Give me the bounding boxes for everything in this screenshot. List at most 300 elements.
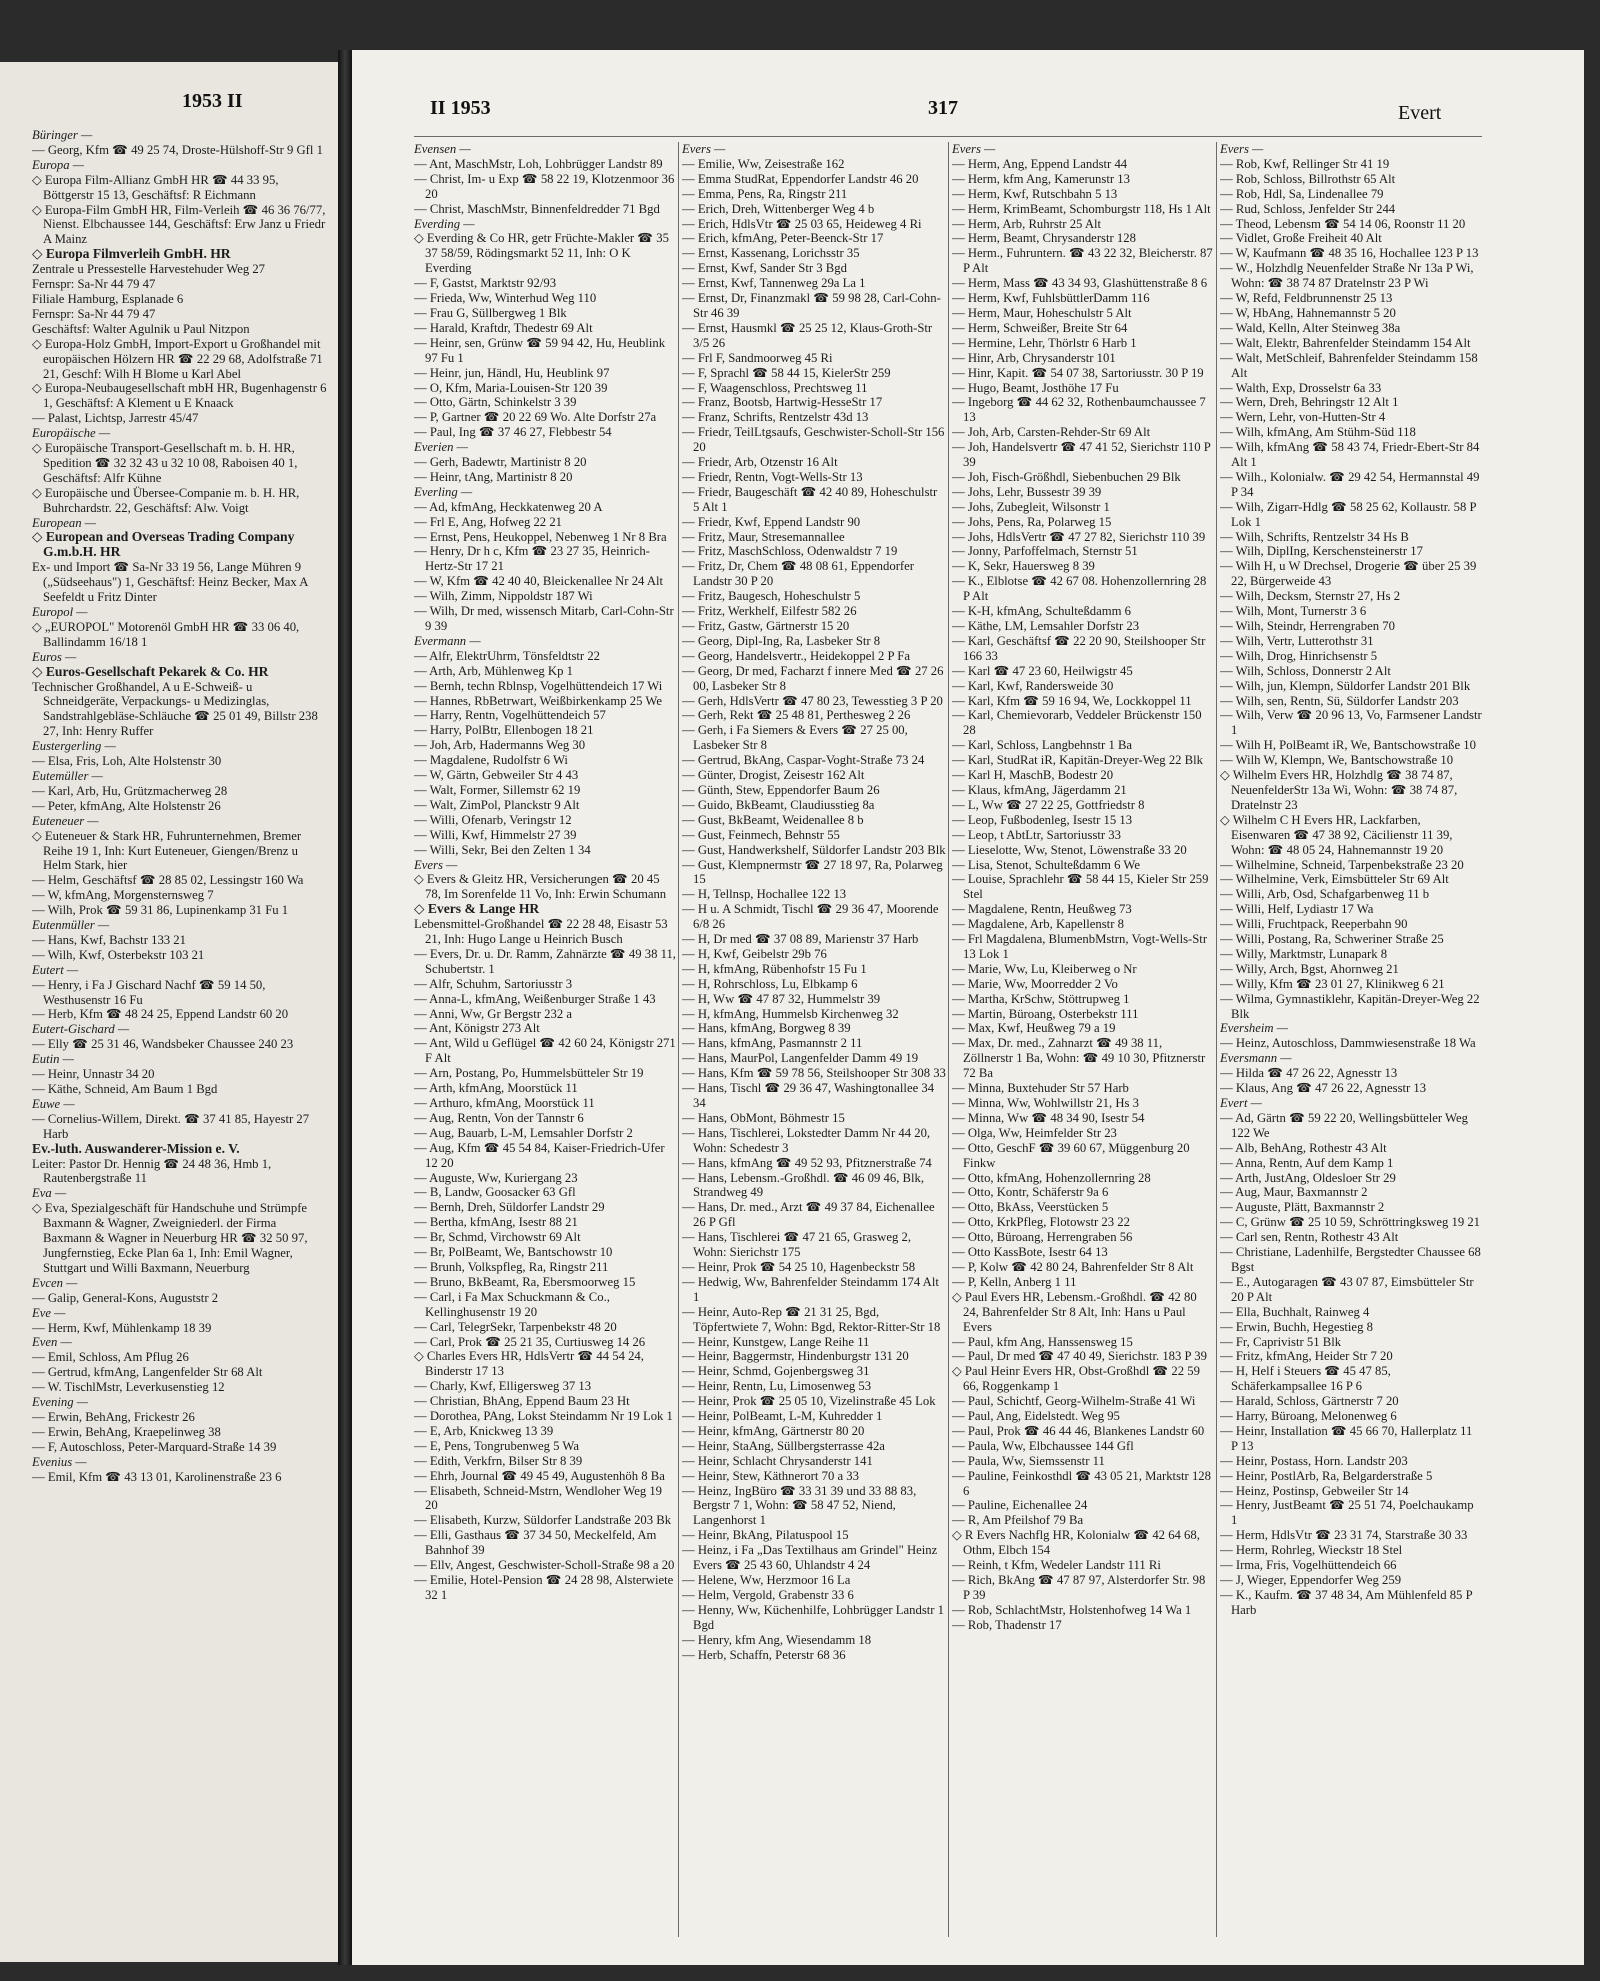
directory-entry: — Karl, Arb, Hu, Grützmacherweg 28 — [32, 783, 228, 798]
directory-entry: — Heinr, Installation ☎ 45 66 70, Hallerplatz 11 P 13 — [1220, 1423, 1473, 1453]
directory-entry: — Bruno, BkBeamt, Ra, Ebersmoorweg 15 — [414, 1274, 636, 1289]
directory-entry: Eutemüller — — [32, 768, 103, 783]
directory-entry: — W, Kfm ☎ 42 40 40, Bleickenallee Nr 24 Alt — [414, 574, 664, 589]
directory-entry: — Walt, ZimPol, Planckstr 9 Alt — [414, 797, 580, 812]
directory-entry: Evert — — [1220, 1096, 1262, 1110]
directory-entry: — Helm, Vergold, Grabenstr 33 6 — [682, 1587, 854, 1602]
directory-entry: — Minna, Buxtehuder Str 57 Harb — [952, 1081, 1129, 1096]
directory-entry: ◇ Europa Film-Allianz GmbH HR ☎ 44 33 95, Böttgerstr 15 13, Geschäftsf: R Eichmann — [32, 172, 279, 202]
directory-entry: Filiale Hamburg, Esplanade 6 — [32, 291, 184, 306]
directory-entry: — Anna-L, kfmAng, Weißenburger Straße 1 43 — [414, 991, 656, 1006]
directory-entry: — Auguste, Plätt, Baxmannstr 2 — [1220, 1200, 1385, 1215]
directory-entry: — Wilh, Drog, Hinrichsenstr 5 — [1220, 648, 1378, 663]
directory-entry: — Cornelius-Willem, Direkt. ☎ 37 41 85, Hayestr 27 Harb — [32, 1111, 310, 1141]
directory-entry: — Käthe, LM, Lemsahler Dorfstr 23 — [952, 619, 1140, 633]
directory-entry: — Paul, kfm Ang, Hanssensweg 15 — [952, 1334, 1133, 1349]
directory-entry: — Rob, Hdl, Sa, Lindenallee 79 — [1220, 186, 1384, 201]
directory-entry: — Fritz, Maur, Stresemannallee — [682, 529, 845, 544]
directory-entry: — Hilda ☎ 47 26 22, Agnesstr 13 — [1220, 1066, 1398, 1081]
directory-entry: — Heinr, BkAng, Pilatuspool 15 — [682, 1528, 849, 1543]
directory-entry: — Harald, Schloss, Gärtnerstr 7 20 — [1220, 1394, 1399, 1409]
directory-entry: — K, Sekr, Hauersweg 8 39 — [952, 559, 1095, 574]
directory-entry: Eutenmüller — — [32, 918, 110, 933]
directory-entry: — Ernst, Pens, Heukoppel, Nebenweg 1 Nr 8 Bra — [414, 529, 667, 544]
directory-entry: — Harry, Büroang, Melonenweg 6 — [1220, 1409, 1397, 1424]
directory-entry: — Joh, Fisch-Größhdl, Siebenbuchen 29 Blk — [952, 469, 1181, 484]
directory-entry: — Brunh, Volkspfleg, Ra, Ringstr 211 — [414, 1259, 609, 1274]
directory-entry: Europol — — [32, 605, 88, 619]
directory-entry: — Rud, Schloss, Jenfelder Str 244 — [1220, 201, 1396, 216]
directory-entry: — Otto, kfmAng, Hohenzollernring 28 — [952, 1170, 1151, 1185]
directory-entry: — Harry, PolBtr, Ellenbogen 18 21 — [414, 723, 594, 738]
directory-entry: — Günth, Stew, Eppendorfer Baum 26 — [682, 782, 880, 797]
directory-entry: ◇ Europäische und Übersee-Companie m. b. H. HR, Buhrchardstr. 22, Geschäftsf: Alw. Voigt — [32, 485, 300, 515]
directory-entry: Fernspr: Sa-Nr 44 79 47 — [32, 306, 156, 321]
right-running-head-right: Evert — [1398, 102, 1442, 124]
directory-entry: — Wilh, Schrifts, Rentzelstr 34 Hs B — [1220, 529, 1409, 544]
directory-entry: Eva — — [32, 1186, 67, 1201]
directory-entry: — Günter, Drogist, Zeisestr 162 Alt — [682, 768, 865, 783]
directory-entry: — Hugo, Beamt, Josthöhe 17 Fu — [952, 380, 1119, 395]
directory-entry: — Carl, TelegrSekr, Tarpenbekstr 48 20 — [414, 1319, 617, 1334]
directory-entry: — Heinr, PostlArb, Ra, Belgarderstraße 5 — [1220, 1468, 1433, 1483]
directory-entry: — Heinz, IngBüro ☎ 33 31 39 und 33 88 83, Bergstr 7 1, Wohn: ☎ 58 47 52, Niend, Langenhorst 1 — [682, 1483, 917, 1528]
directory-entry: — Martha, KrSchw, Stöttrupweg 1 — [952, 991, 1130, 1006]
directory-entry: — W, HbAng, Hahnemannstr 5 20 — [1220, 305, 1396, 320]
directory-entry: — C, Grünw ☎ 25 10 59, Schröttringksweg 19 21 — [1220, 1215, 1481, 1230]
directory-entry: — Johs, Lehr, Bussestr 39 39 — [952, 484, 1102, 499]
directory-entry: — Magdalene, Rudolfstr 6 Wi — [414, 753, 568, 768]
directory-entry: — Joh, Handelsvertr ☎ 47 41 52, Sierichstr 110 P 39 — [952, 440, 1211, 470]
directory-entry: — Louise, Sprachlehr ☎ 58 44 15, Kieler Str 259 Stel — [952, 872, 1209, 902]
directory-entry: — Frl E, Ang, Hofweg 22 21 — [414, 514, 563, 529]
directory-entry: — Herm, Kwf, Mühlenkamp 18 39 — [32, 1320, 212, 1335]
directory-entry: ◇ Wilhelm C H Evers HR, Lackfarben, Eisenwaren ☎ 47 38 92, Cäcilienstr 11 39, Wohn: ☎ 48 05 24, Hahnemannstr 19 20 — [1220, 812, 1453, 857]
directory-entry: — Paul, Ing ☎ 37 46 27, Flebbestr 54 — [414, 425, 612, 440]
directory-entry: — Magdalene, Rentn, Heußweg 73 — [952, 902, 1132, 917]
directory-entry: — Wilh, Zimm, Nippoldstr 187 Wi — [414, 589, 593, 604]
directory-entry: — Herm, Maur, Hoheschulstr 5 Alt — [952, 305, 1132, 320]
directory-entry: Zentrale u Pressestelle Harvestehuder Weg 27 — [32, 262, 266, 277]
directory-entry: — Heinr, Stew, Käthnerort 70 a 33 — [682, 1468, 859, 1483]
directory-entry: — Christ, MaschMstr, Binnenfeldredder 71 Bgd — [414, 201, 660, 216]
directory-entry: — Arth, JustAng, Oldesloer Str 29 — [1220, 1170, 1396, 1185]
directory-column-4 — [1220, 142, 1482, 1952]
directory-entry: — Ehrh, Journal ☎ 49 45 49, Augustenhöh 8 Ba — [414, 1468, 665, 1483]
directory-entry: — Wern, Lehr, von-Hutten-Str 4 — [1220, 410, 1386, 425]
directory-entry: — Peter, kfmAng, Alte Holstenstr 26 — [32, 798, 221, 813]
directory-entry: — Otto KassBote, Isestr 64 13 — [952, 1245, 1108, 1260]
directory-entry: — Reinh, t Kfm, Wedeler Landstr 111 Ri — [952, 1558, 1161, 1573]
directory-entry: — H, Helf i Steuers ☎ 45 47 85, Schäferkampsallee 16 P 6 — [1220, 1364, 1391, 1394]
directory-entry: — Herm, Beamt, Chrysanderstr 128 — [952, 231, 1136, 246]
directory-entry: — Friedr, TeilLtgsaufs, Geschwister-Scholl-Str 156 20 — [682, 425, 945, 455]
directory-entry: — E, Pens, Tongrubenweg 5 Wa — [414, 1438, 580, 1453]
directory-entry: Even — — [32, 1335, 72, 1350]
directory-entry: — Anni, Ww, Gr Bergstr 232 a — [414, 1006, 572, 1021]
column-rule-1 — [678, 142, 679, 1937]
directory-entry: — Friedr, Rentn, Vogt-Wells-Str 13 — [682, 469, 863, 484]
directory-entry: — R, Am Pfeilshof 79 Ba — [952, 1513, 1084, 1528]
directory-entry: — Vidlet, Große Freiheit 40 Alt — [1220, 231, 1382, 246]
directory-entry: — Georg, Dr med, Facharzt f innere Med ☎ 27 26 00, Lasbeker Str 8 — [682, 663, 944, 693]
directory-entry: — E, Arb, Knickweg 13 39 — [414, 1423, 554, 1438]
directory-entry: — Pauline, Eichenallee 24 — [952, 1498, 1088, 1513]
directory-entry: Ev.-luth. Auswanderer-Mission e. V. — [32, 1141, 240, 1156]
directory-entry: — Christian, BhAng, Eppend Baum 23 Ht — [414, 1394, 630, 1409]
directory-entry: — Hans, ObMont, Böhmestr 15 — [682, 1110, 845, 1125]
directory-entry: ◇ Wilhelm Evers HR, Holzhdlg ☎ 38 74 87, NeuenfelderStr 13a Wi, Wohn: ☎ 38 74 87, Dratelnstr 23 — [1220, 768, 1458, 812]
directory-entry: — Karl ☎ 47 23 60, Heilwigstr 45 — [952, 663, 1133, 678]
directory-entry: Evensen — — [414, 142, 471, 156]
directory-entry: — Klaus, Ang ☎ 47 26 22, Agnesstr 13 — [1220, 1081, 1427, 1096]
directory-entry: — Rob, SchlachtMstr, Holstenhofweg 14 Wa 1 — [952, 1602, 1192, 1617]
directory-entry: — Gertrud, kfmAng, Langenfelder Str 68 Alt — [32, 1365, 263, 1380]
directory-entry: — Georg, Dipl-Ing, Ra, Lasbeker Str 8 — [682, 633, 881, 648]
directory-entry: — W, kfmAng, Morgensternsweg 7 — [32, 888, 214, 903]
directory-entry: — Otto, Kontr, Schäferstr 9a 6 — [952, 1185, 1109, 1200]
directory-entry: — Br, Schmd, Virchowstr 69 Alt — [414, 1230, 581, 1245]
directory-entry: — H, Ww ☎ 47 87 32, Hummelstr 39 — [682, 991, 881, 1006]
directory-entry: — Leop, Fußbodenleg, Isestr 15 13 — [952, 812, 1133, 827]
directory-entry: — Br, PolBeamt, We, Bantschowstr 10 — [414, 1245, 613, 1260]
directory-entry: — Leop, t AbtLtr, Sartoriusstr 33 — [952, 827, 1121, 842]
directory-entry: — Pauline, Feinkosthdl ☎ 43 05 21, Marktstr 128 6 — [952, 1468, 1211, 1498]
directory-entry: — Christ, Im- u Exp ☎ 58 22 19, Klotzenmoor 36 20 — [414, 171, 675, 201]
directory-entry: — Herm, Mass ☎ 43 34 93, Glashüttenstraße 8 6 — [952, 276, 1208, 291]
directory-entry: ◇ Everding & Co HR, getr Früchte-Makler ☎ 35 37 58/59, Rödingsmarkt 52 11, Inh: O K Everding — [414, 231, 669, 276]
directory-entry: — Alfr, Schuhm, Sartoriusstr 3 — [414, 976, 573, 991]
directory-entry: — Käthe, Schneid, Am Baum 1 Bgd — [32, 1082, 218, 1096]
directory-entry: — Ad, Gärtn ☎ 59 22 20, Wellingsbütteler Weg 122 We — [1220, 1110, 1468, 1140]
directory-entry: — B, Landw, Goosacker 63 Gfl — [414, 1185, 576, 1200]
directory-entry: — Heinz, Postinsp, Gebweiler Str 14 — [1220, 1483, 1409, 1498]
directory-entry: — Paula, Ww, Siemssenstr 11 — [952, 1453, 1105, 1468]
directory-entry: — Otto, KrkPfleg, Flotowstr 23 22 — [952, 1215, 1130, 1230]
directory-entry: — Hans, Tischl ☎ 29 36 47, Washingtonallee 34 34 — [682, 1081, 935, 1110]
directory-entry: Leiter: Pastor Dr. Hennig ☎ 24 48 36, Hmb 1, Rautenbergstraße 11 — [32, 1156, 272, 1186]
directory-entry: Europäische — — [32, 426, 111, 441]
directory-entry: — Wilh, Dr med, wissensch Mitarb, Carl-Cohn-Str 9 39 — [414, 604, 674, 633]
directory-entry: — Wilh, Schloss, Donnerstr 2 Alt — [1220, 663, 1391, 678]
directory-entry: ◇ European and Overseas Trading Company G.m.b.H. HR — [32, 530, 295, 560]
directory-entry: — Ant, Wild u Geflügel ☎ 42 60 24, Königstr 271 F Alt — [414, 1036, 676, 1066]
directory-entry: — O, Kfm, Maria-Louisen-Str 120 39 — [414, 380, 608, 395]
header-rule — [414, 136, 1482, 137]
directory-entry: — Friedr, Kwf, Eppend Landstr 90 — [682, 514, 861, 529]
directory-column-3 — [952, 142, 1214, 1952]
directory-entry: — Emil, Kfm ☎ 43 13 01, Karolinenstraße 23 6 — [32, 1469, 282, 1484]
directory-entry: — F, Gastst, Marktstr 92/93 — [414, 276, 557, 291]
directory-entry: — Frieda, Ww, Winterhud Weg 110 — [414, 291, 597, 306]
directory-entry: — Edith, Verkfrn, Bilser Str 8 39 — [414, 1453, 583, 1468]
directory-entry: — Emma StudRat, Eppendorfer Landstr 46 20 — [682, 171, 919, 186]
directory-entry: — Fritz, Dr, Chem ☎ 48 08 61, Eppendorfer Landstr 30 P 20 — [682, 559, 914, 589]
right-running-head-left: II 1953 — [430, 97, 491, 119]
directory-entry: — Wilh, Decksm, Sternstr 27, Hs 2 — [1220, 589, 1401, 604]
directory-entry: — Heinr, jun, Händl, Hu, Heublink 97 — [414, 365, 610, 380]
page-number: 317 — [928, 97, 958, 119]
directory-entry: — Harry, Rentn, Vogelhüttendeich 57 — [414, 708, 606, 723]
directory-entry: Evers — — [1220, 142, 1264, 156]
directory-entry: — Rich, BkAng ☎ 47 87 97, Alsterdorfer Str. 98 P 39 — [952, 1573, 1206, 1602]
directory-entry: — Ant, MaschMstr, Loh, Lohbrügger Landstr 89 — [414, 156, 663, 171]
directory-entry: Everling — — [414, 484, 473, 499]
directory-entry: — Johs, HdlsVertr ☎ 47 27 82, Sierichstr 110 39 — [952, 529, 1206, 544]
directory-entry: — Heinr, StaAng, Süllbergsterrasse 42a — [682, 1438, 885, 1453]
directory-entry: — Ernst, Hausmkl ☎ 25 25 12, Klaus-Groth-Str 3/5 26 — [682, 320, 933, 350]
directory-entry: — Palast, Lichtsp, Jarrestr 45/47 — [32, 411, 199, 426]
directory-entry: Eustergerling — — [32, 739, 116, 754]
directory-entry: — Hans, Tischlerei ☎ 47 21 65, Grasweg 2, Wohn: Sierichstr 175 — [682, 1230, 912, 1260]
directory-entry: — H, Rohrschloss, Lu, Elbkamp 6 — [682, 976, 858, 991]
directory-entry: — Aug, Maur, Baxmannstr 2 — [1220, 1185, 1368, 1200]
directory-entry: — Gust, Feinmech, Behnstr 55 — [682, 827, 840, 842]
directory-entry: — Ad, kfmAng, Heckkatenweg 20 A — [414, 499, 603, 514]
directory-entry: — Otto, GeschF ☎ 39 60 67, Müggenburg 20 Finkw — [952, 1140, 1190, 1170]
directory-entry: — Herm, Rohrleg, Wieckstr 18 Stel — [1220, 1543, 1403, 1558]
directory-entry: — Herm, Kwf, Rutschbahn 5 13 — [952, 186, 1118, 201]
directory-entry: ◇ Paul Evers HR, Lebensm.-Großhdl. ☎ 42 80 24, Bahrenfelder Str 8 Alt, Inh: Hans u Paul Evers — [952, 1289, 1197, 1334]
directory-entry: — Fritz, Baugesch, Hoheschulstr 5 — [682, 589, 861, 604]
directory-entry: — Henny, Ww, Küchenhilfe, Lohbrügger Landstr 1 Bgd — [682, 1602, 945, 1632]
directory-entry: — Hans, Dr. med., Arzt ☎ 49 37 84, Eichenallee 26 P Gfl — [682, 1200, 935, 1230]
directory-entry: Europa — — [32, 157, 85, 172]
directory-entry: — Alfr, ElektrUhrm, Tönsfeldtstr 22 — [414, 648, 601, 663]
directory-entry: — Aug, Bauarb, L-M, Lemsahler Dorfstr 2 — [414, 1125, 633, 1140]
directory-entry: — Heinz, Autoschloss, Dammwiesenstraße 18 Wa — [1220, 1036, 1476, 1051]
directory-entry: — Bernh, Dreh, Süldorfer Landstr 29 — [414, 1200, 605, 1215]
directory-entry: — H, Kwf, Geibelstr 29b 76 — [682, 946, 827, 961]
directory-entry: — Martin, Büroang, Osterbekstr 111 — [952, 1006, 1139, 1021]
directory-entry: — Wilh., Kolonialw. ☎ 29 42 54, Hermannstal 49 P 34 — [1220, 469, 1480, 499]
directory-entry: — Galip, General-Kons, Auguststr 2 — [32, 1290, 219, 1305]
directory-entry: — W, Kaufmann ☎ 48 35 16, Hochallee 123 P 13 — [1220, 246, 1479, 261]
directory-entry: ◇ Eva, Spezialgeschäft für Handschuhe und Strümpfe Baxmann & Wagner, Zweigniederl. der Firma Baxmann & Wagner in Neuerburg HR ☎ 32 50 97, Jungfernstieg, Ecke Plan 6a 1, Inh: Emil Wagner, Stuttgart und Willi Baxmann, Neuerburg — [32, 1201, 308, 1275]
directory-entry: — Erich, Dreh, Wittenberger Weg 4 b — [682, 201, 875, 216]
directory-entry: Fernspr: Sa-Nr 44 79 47 — [32, 277, 156, 292]
directory-entry: — P, Kolw ☎ 42 80 24, Bahrenfelder Str 8 Alt — [952, 1259, 1194, 1274]
directory-entry: — Max, Dr. med., Zahnarzt ☎ 49 38 11, Zöllnerstr 1 Ba, Wohn: ☎ 49 10 30, Pfitznerstr 72 Ba — [952, 1036, 1206, 1081]
book-gutter — [338, 50, 352, 1965]
directory-entry: — Anna, Rentn, Auf dem Kamp 1 — [1220, 1155, 1394, 1170]
directory-entry: Geschäftsf: Walter Agulnik u Paul Nitzpon — [32, 321, 250, 336]
directory-entry: — Ingeborg ☎ 44 62 32, Rothenbaumchaussee 7 13 — [952, 395, 1206, 425]
directory-entry: — Wilhelmine, Schneid, Tarpenbekstraße 23 20 — [1220, 857, 1464, 872]
directory-entry: — Ant, Königstr 273 Alt — [414, 1021, 540, 1036]
directory-entry: ◇ Europa-Neubaugesellschaft mbH HR, Bugenhagenstr 6 1, Geschäftsf: A Klement u E Knaack — [32, 381, 327, 411]
directory-entry: — Erwin, BehAng, Kraepelinweg 38 — [32, 1424, 221, 1439]
directory-entry: — Walt, Elektr, Bahrenfelder Steindamm 154 Alt — [1220, 335, 1471, 350]
directory-entry: — E., Autogaragen ☎ 43 07 87, Eimsbütteler Str 20 P Alt — [1220, 1274, 1474, 1304]
directory-entry: — Bertha, kfmAng, Isestr 88 21 — [414, 1215, 578, 1230]
directory-entry: — Carl, Prok ☎ 25 21 35, Curtiusweg 14 26 — [414, 1334, 646, 1349]
directory-entry: — Wilh, kfmAng ☎ 58 43 74, Friedr-Ebert-Str 84 Alt 1 — [1220, 440, 1480, 470]
directory-entry: ◇ Europäische Transport-Gesellschaft m. b. H. HR, Spedition ☎ 32 32 43 u 32 10 08, Raboisen 40 1, Geschäftsf: Alfr Kühne — [32, 441, 298, 485]
directory-entry: — Wilh, kfmAng, Am Stühm-Süd 118 — [1220, 425, 1416, 440]
directory-entry: ◇ Charles Evers HR, HdlsVertr ☎ 44 54 24, Binderstr 17 13 — [414, 1349, 644, 1379]
directory-column-2 — [682, 142, 946, 1952]
directory-entry: — Evers, Dr. u. Dr. Ramm, Zahnärzte ☎ 49 38 11, Schubertstr. 1 — [414, 946, 676, 976]
directory-entry: — Elisabeth, Kurzw, Süldorfer Landstraße 203 Bk — [414, 1513, 672, 1528]
directory-entry: — Willi, Fruchtpack, Reeperbahn 90 — [1220, 917, 1408, 932]
directory-entry: — Erwin, BehAng, Frickestr 26 — [32, 1409, 195, 1424]
directory-entry: ◇ Evers & Lange HR — [414, 902, 540, 917]
directory-entry: — Fritz, kfmAng, Heider Str 7 20 — [1220, 1349, 1393, 1364]
directory-entry: — H, kfmAng, Rübenhofstr 15 Fu 1 — [682, 961, 867, 976]
directory-entry: — Minna, Ww ☎ 48 34 90, Isestr 54 — [952, 1110, 1145, 1125]
directory-entry: — Heinr, Rentn, Lu, Limosenweg 53 — [682, 1379, 872, 1394]
directory-entry: — Herb, Schaffn, Peterstr 68 36 — [682, 1647, 846, 1662]
directory-entry: — Johs, Zubegleit, Wilsonstr 1 — [952, 499, 1110, 514]
directory-entry: — Henry, Dr h c, Kfm ☎ 23 27 35, Heinrich-Hertz-Str 17 21 — [414, 544, 650, 574]
directory-entry: — Jonny, Parfoffelmach, Sternstr 51 — [952, 544, 1138, 559]
directory-entry: — P, Kelln, Anberg 1 11 — [952, 1274, 1077, 1289]
directory-entry: — Arn, Postang, Po, Hummelsbütteler Str 19 — [414, 1066, 644, 1081]
directory-entry: — Willi, Kwf, Himmelstr 27 39 — [414, 827, 577, 842]
directory-entry: — Frl Magdalena, BlumenbMstrn, Vogt-Wells-Str 13 Lok 1 — [952, 932, 1208, 961]
directory-entry: — Marie, Ww, Lu, Kleiberweg o Nr — [952, 961, 1137, 976]
directory-entry: ◇ Europa-Holz GmbH, Import-Export u Großhandel mit europäischen Hölzern HR ☎ 22 29 68, Adolfstraße 71 21, Geschf: Wilh H Blome u Karl Abel — [32, 336, 323, 381]
directory-entry: ◇ Euros-Gesellschaft Pekarek & Co. HR — [32, 664, 269, 679]
directory-entry: — H u. A Schmidt, Tischl ☎ 29 36 47, Moorende 6/8 26 — [682, 902, 939, 932]
directory-entry: — Wilh, sen, Rentn, Sü, Süldorfer Landstr 203 — [1220, 693, 1459, 708]
directory-entry: Evers — — [414, 857, 458, 872]
directory-entry: — Gust, Klempnermstr ☎ 27 18 97, Ra, Polarweg 15 — [682, 857, 943, 887]
directory-entry: — Paul, Prok ☎ 46 44 46, Blankenes Landstr 60 — [952, 1423, 1205, 1438]
directory-entry: — Rob, Thadenstr 17 — [952, 1617, 1062, 1632]
directory-entry: Everding — — [414, 216, 475, 231]
directory-entry: — Frl F, Sandmoorweg 45 Ri — [682, 350, 833, 365]
directory-entry: — Hans, Tischlerei, Lokstedter Damm Nr 44 20, Wohn: Schedestr 3 — [682, 1125, 931, 1155]
directory-entry: — Hans, kfmAng, Borgweg 8 39 — [682, 1021, 851, 1036]
directory-entry: — Franz, Bootsb, Hartwig-HesseStr 17 — [682, 395, 883, 410]
directory-entry: — Hinr, Arb, Chrysanderstr 101 — [952, 350, 1116, 365]
directory-entry: — Elsa, Fris, Loh, Alte Holstenstr 30 — [32, 754, 222, 769]
directory-entry: Lebensmittel-Großhandel ☎ 22 28 48, Eisastr 53 21, Inh: Hugo Lange u Heinrich Busch — [414, 917, 668, 947]
directory-entry: Eutin — — [32, 1052, 74, 1067]
directory-entry: — Gerh, HdlsVertr ☎ 47 80 23, Tewesstieg 3 P 20 — [682, 693, 943, 708]
directory-entry: — Christiane, Ladenhilfe, Bergstedter Chaussee 68 Bgst — [1220, 1245, 1481, 1274]
directory-entry: — Wilh, Vertr, Lutterothstr 31 — [1220, 633, 1374, 648]
directory-entry: — F, Sprachl ☎ 58 44 15, KielerStr 259 — [682, 365, 891, 380]
directory-entry: — Walt, Former, Sillemstr 62 19 — [414, 782, 581, 797]
directory-entry: — Heinr, Unnastr 34 20 — [32, 1067, 155, 1082]
directory-entry: ◇ Europa-Film GmbH HR, Film-Verleih ☎ 46 36 76/77, Nienst. Elbchaussee 144, Geschäftsf: Erw Janz u Friedr A Mainz — [32, 202, 326, 247]
directory-entry: — Georg, Handelsvertr., Heidekoppel 2 P Fa — [682, 648, 910, 663]
directory-entry: — Willi, Ofenarb, Veringstr 12 — [414, 812, 572, 827]
directory-entry: ◇ Paul Heinr Evers HR, Obst-Großhdl ☎ 22 59 66, Roggenkamp 1 — [952, 1364, 1200, 1394]
directory-entry: — Herm, Ang, Eppend Landstr 44 — [952, 156, 1128, 171]
directory-entry: — Max, Kwf, Heußweg 79 a 19 — [952, 1021, 1116, 1036]
directory-entry: — Fritz, Gastw, Gärtnerstr 15 20 — [682, 619, 850, 633]
directory-entry: — Emma, Pens, Ra, Ringstr 211 — [682, 186, 848, 201]
directory-entry: Euteneuer — — [32, 813, 99, 828]
directory-entry: — Rob, Schloss, Billrothstr 65 Alt — [1220, 171, 1396, 186]
directory-entry: — Franz, Schrifts, Rentzelstr 43d 13 — [682, 410, 869, 425]
directory-entry: — Lisa, Stenot, Schulteßdamm 6 We — [952, 857, 1140, 872]
directory-entry: Eversheim — — [1220, 1021, 1289, 1036]
directory-entry: Technischer Großhandel, A u E-Schweiß- u Schneidgeräte, Verpackungs- u Medizinglas, Sandstrahlgebläse-Schläuche ☎ 25 01 49, Billstr 238 27, Inh: Henry Ruffer — [32, 679, 318, 739]
left-page-column — [32, 128, 328, 1938]
directory-entry: — Herm, kfm Ang, Kamerunstr 13 — [952, 171, 1130, 186]
directory-entry: — Alb, BehAng, Rothestr 43 Alt — [1220, 1140, 1387, 1155]
directory-entry: — Walt, MetSchleif, Bahrenfelder Steindamm 158 Alt — [1220, 350, 1478, 380]
directory-entry: — Karl, Kwf, Randersweide 30 — [952, 678, 1114, 693]
directory-entry: — Heinr, Baggermstr, Hindenburgstr 131 20 — [682, 1349, 909, 1364]
directory-entry: — Gerh, Badewtr, Martinistr 8 20 — [414, 455, 587, 470]
directory-entry: — Herm, HdlsVtr ☎ 23 31 74, Starstraße 30 33 — [1220, 1528, 1468, 1543]
directory-entry: — Herm, KrimBeamt, Schomburgstr 118, Hs 1 Alt — [952, 201, 1211, 216]
directory-entry: — Karl, Schloss, Langbehnstr 1 Ba — [952, 738, 1133, 753]
directory-entry: — Herm, Schweißer, Breite Str 64 — [952, 320, 1128, 335]
directory-entry: — Henry, kfm Ang, Wiesendamm 18 — [682, 1632, 872, 1647]
directory-entry: — K., Elblotse ☎ 42 67 08. Hohenzollernring 28 P Alt — [952, 574, 1207, 604]
directory-entry: — Otto, Büroang, Herrengraben 56 — [952, 1230, 1133, 1245]
directory-entry: — Hans, kfmAng, Pasmannstr 2 11 — [682, 1036, 863, 1051]
directory-entry: — Joh, Arb, Carsten-Rehder-Str 69 Alt — [952, 425, 1151, 440]
directory-entry: — Heinr, PolBeamt, L-M, Kuhredder 1 — [682, 1409, 883, 1424]
directory-entry: — Friedr, Arb, Otzenstr 16 Alt — [682, 455, 838, 470]
directory-entry: — W. TischlMstr, Leverkusenstieg 12 — [32, 1380, 225, 1395]
directory-entry: — Herm, Kwf, FuhlsbüttlerDamm 116 — [952, 291, 1150, 306]
directory-entry: Büringer — — [32, 128, 93, 142]
directory-entry: — Fr, Caprivistr 51 Blk — [1220, 1334, 1342, 1349]
directory-entry: — Theod, Lebensm ☎ 54 14 06, Roonstr 11 20 — [1220, 216, 1466, 231]
directory-entry: — Erwin, Buchh, Hegestieg 8 — [1220, 1319, 1373, 1334]
directory-entry: — Hinr, Kapit. ☎ 54 07 38, Sartoriusstr. 30 P 19 — [952, 365, 1204, 380]
directory-entry: — Fritz, Werkhelf, Eilfestr 582 26 — [682, 604, 857, 619]
directory-entry: — Ellv, Angest, Geschwister-Scholl-Straße 98 a 20 — [414, 1558, 675, 1573]
directory-entry: Evermann — — [414, 633, 481, 648]
directory-entry: — Karl, Chemievorarb, Veddeler Brückenstr 150 28 — [952, 708, 1202, 738]
directory-entry: — Herm, Arb, Ruhrstr 25 Alt — [952, 216, 1102, 231]
directory-entry: — Wern, Dreh, Behringstr 12 Alt 1 — [1220, 395, 1399, 410]
directory-entry: — Frau G, Süllbergweg 1 Blk — [414, 305, 567, 320]
directory-entry: — Wilh, Kwf, Osterbekstr 103 21 — [32, 947, 205, 962]
directory-entry: — J, Wieger, Eppendorfer Weg 259 — [1220, 1573, 1402, 1587]
directory-entry: — Heinr, kfmAng, Gärtnerstr 80 20 — [682, 1423, 865, 1438]
directory-entry: — Wald, Kelln, Alter Steinweg 38a — [1220, 320, 1401, 335]
directory-entry: Everien — — [414, 440, 468, 455]
directory-entry: ◇ „EUROPOL" Motorenöl GmbH HR ☎ 33 06 40, Ballindamm 16/18 1 — [32, 619, 300, 649]
directory-entry: — Wilh, Mont, Turnerstr 3 6 — [1220, 604, 1367, 619]
directory-entry: — Willy, Marktmstr, Lunapark 8 — [1220, 946, 1388, 961]
directory-entry: — Gerh, Rekt ☎ 25 48 81, Perthesweg 2 26 — [682, 708, 911, 723]
directory-entry: — Emilie, Hotel-Pension ☎ 24 28 98, Alsterwiete 32 1 — [414, 1573, 674, 1602]
directory-entry: — Willy, Kfm ☎ 23 01 27, Klinikweg 6 21 — [1220, 976, 1445, 991]
directory-entry: — Klaus, kfmAng, Jägerdamm 21 — [952, 782, 1127, 797]
directory-entry: — Helene, Ww, Herzmoor 16 La — [682, 1573, 851, 1587]
directory-entry: — K., Kaufm. ☎ 37 48 34, Am Mühlenfeld 85 P Harb — [1220, 1587, 1473, 1617]
directory-entry: — Herm., Fuhruntern. ☎ 43 22 32, Bleicherstr. 87 P Alt — [952, 246, 1213, 276]
directory-entry: — Heinr, Schlacht Chrysanderstr 141 — [682, 1453, 873, 1468]
directory-entry: — Willi, Postang, Ra, Schweriner Straße 25 — [1220, 932, 1444, 947]
directory-entry: Evening — — [32, 1395, 89, 1410]
directory-entry: — Arth, kfmAng, Moorstück 11 — [414, 1081, 578, 1096]
directory-entry: ◇ Europa Filmverleih GmbH. HR — [32, 247, 231, 262]
directory-entry: — Erich, HdlsVtr ☎ 25 03 65, Heideweg 4 Ri — [682, 216, 922, 231]
directory-entry: — Joh, Arb, Hadermanns Weg 30 — [414, 738, 586, 753]
directory-entry: — Karl, StudRat iR, Kapitän-Dreyer-Weg 22 Blk — [952, 753, 1204, 768]
directory-entry: — Gerh, i Fa Siemers & Evers ☎ 27 25 00, Lasbeker Str 8 — [682, 723, 908, 753]
directory-entry: — Johs, Pens, Ra, Polarweg 15 — [952, 514, 1112, 529]
directory-entry: Evers — — [682, 142, 726, 156]
directory-entry: Euros — — [32, 649, 77, 664]
directory-entry: — Karl H, MaschB, Bodestr 20 — [952, 768, 1114, 783]
directory-entry: — Wilh, Zigarr-Hdlg ☎ 58 25 62, Kollaustr. 58 P Lok 1 — [1220, 499, 1477, 529]
directory-entry: — Emil, Schloss, Am Pflug 26 — [32, 1350, 189, 1365]
